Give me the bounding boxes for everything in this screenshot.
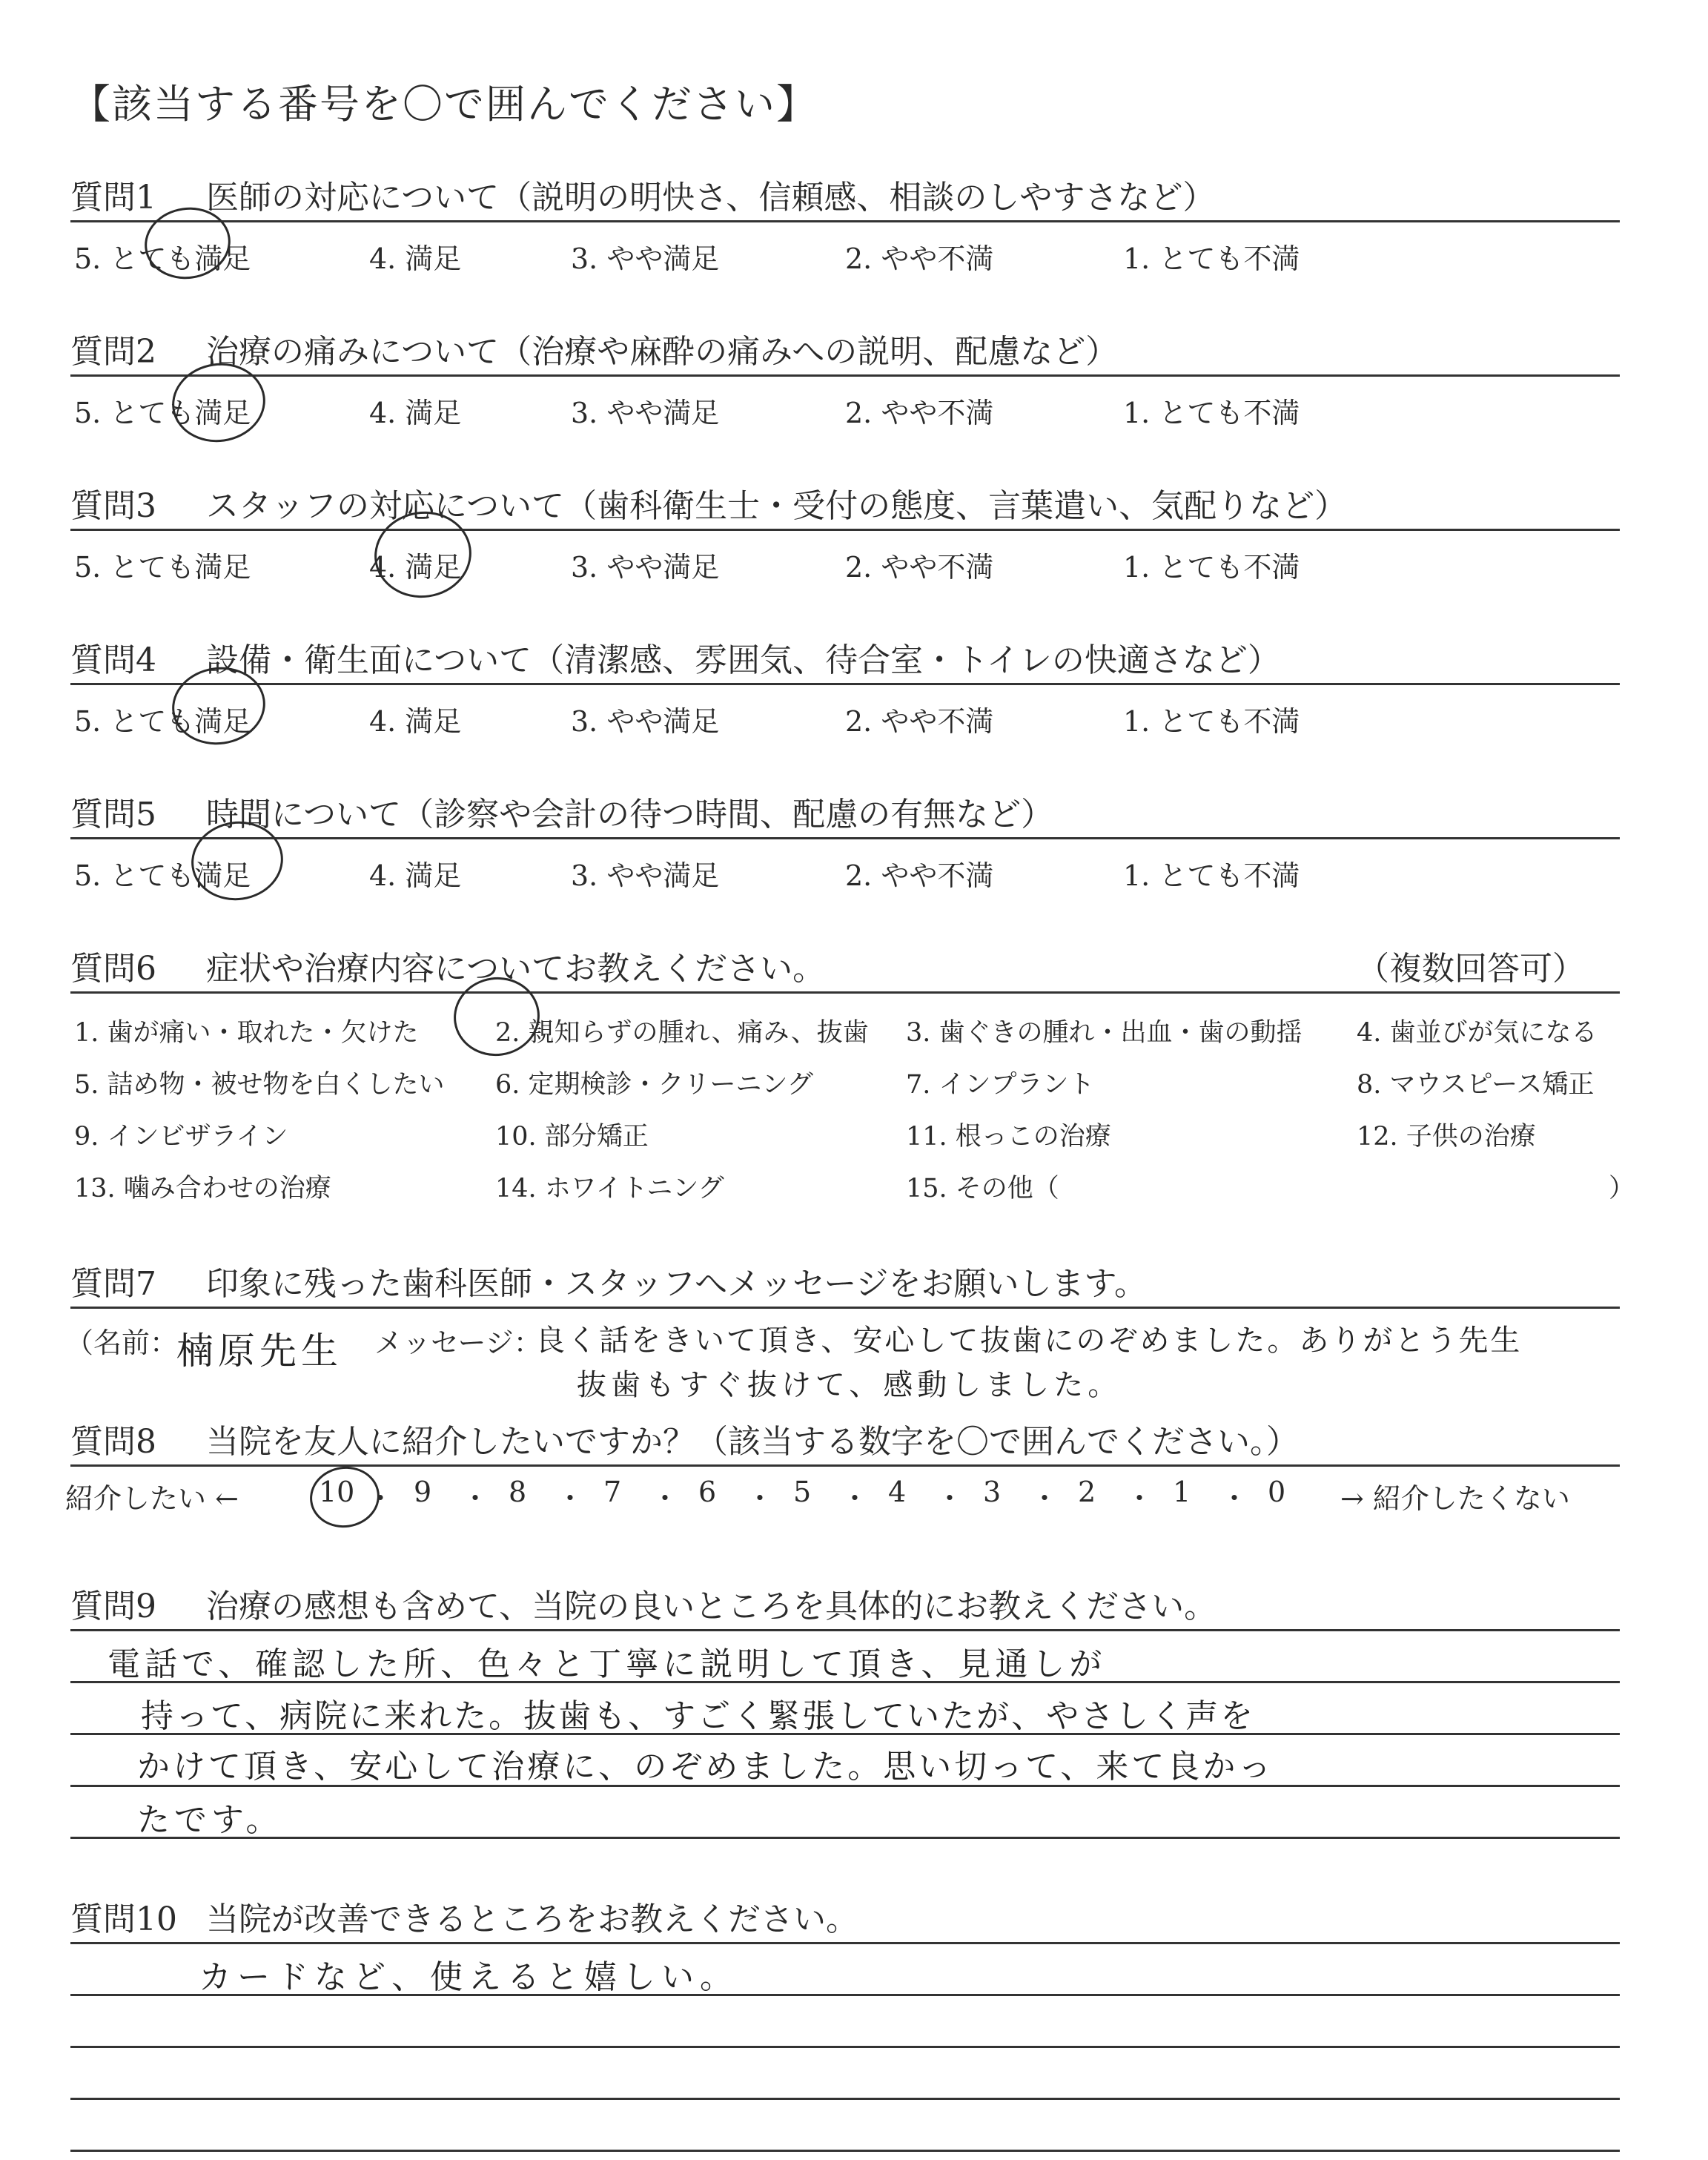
q8-selection-circle xyxy=(306,1462,383,1532)
q8-scale-value-10[interactable]: 10 xyxy=(319,1476,355,1508)
q8-scale-value-9[interactable]: 9 xyxy=(414,1476,432,1508)
q8-scale-value-8[interactable]: 8 xyxy=(509,1476,527,1508)
q6-option-9[interactable]: 9. インビザライン xyxy=(74,1122,288,1152)
q8-scale-value-1[interactable]: 1 xyxy=(1173,1476,1191,1508)
q8-scale-separator: ・ xyxy=(651,1482,680,1515)
question-2-text: 治療の痛みについて（治療や麻酔の痛みへの説明、配慮など） xyxy=(206,333,1119,371)
q2-option-2[interactable]: 2. やや不満 xyxy=(845,397,994,429)
question-7-label: 質問7 xyxy=(70,1265,156,1303)
q2-option-5[interactable]: 5. とても満足 xyxy=(74,397,251,429)
q7-name-value[interactable]: 楠原先生 xyxy=(176,1330,342,1373)
q2-option-4[interactable]: 4. 満足 xyxy=(369,397,462,429)
writing-line xyxy=(70,2046,1620,2048)
question-10-label: 質問10 xyxy=(70,1900,177,1938)
q7-message-line-1[interactable]: 良く話をきいて頂き、安心して抜歯にのぞめました。ありがとう先生 xyxy=(535,1324,1523,1358)
divider xyxy=(70,1629,1620,1631)
question-8-text: 当院を友人に紹介したいですか？（該当する数字を〇で囲んでください。） xyxy=(206,1423,1299,1461)
divider xyxy=(70,220,1620,222)
q1-option-3[interactable]: 3. やや満足 xyxy=(571,242,720,275)
divider xyxy=(70,1942,1620,1944)
q8-scale-value-0[interactable]: 0 xyxy=(1268,1476,1286,1508)
question-6-text: 症状や治療内容についてお教えください。 xyxy=(206,950,826,988)
writing-line xyxy=(70,2150,1620,2152)
q9-answer-line-3[interactable]: かけて頂き、安心して治療に、のぞめました。思い切って、来て良かっ xyxy=(137,1748,1274,1786)
question-2-label: 質問2 xyxy=(70,333,156,371)
question-9-label: 質問9 xyxy=(70,1588,156,1625)
q7-message-line-2[interactable]: 抜歯もすぐ抜けて、感動しました。 xyxy=(577,1368,1122,1402)
q7-message-label: メッセージ： xyxy=(374,1327,542,1359)
q1-option-1[interactable]: 1. とても不満 xyxy=(1123,242,1300,275)
question-5-label: 質問5 xyxy=(70,796,156,833)
q8-scale-value-2[interactable]: 2 xyxy=(1078,1476,1096,1508)
q4-option-1[interactable]: 1. とても不満 xyxy=(1123,705,1300,738)
q8-scale-separator: ・ xyxy=(366,1482,395,1515)
q6-option-7[interactable]: 7. インプラント xyxy=(906,1070,1095,1100)
question-5-text: 時間について（診察や会計の待つ時間、配慮の有無など） xyxy=(206,796,1054,833)
q6-option-1[interactable]: 1. 歯が痛い・取れた・欠けた xyxy=(74,1018,419,1048)
q5-option-3[interactable]: 3. やや満足 xyxy=(571,859,720,892)
q5-option-5[interactable]: 5. とても満足 xyxy=(74,859,251,892)
question-1-label: 質問1 xyxy=(70,179,156,217)
q3-option-3[interactable]: 3. やや満足 xyxy=(571,551,720,584)
divider xyxy=(70,374,1620,377)
q6-option-12[interactable]: 12. 子供の治療 xyxy=(1357,1122,1536,1152)
q6-option-13[interactable]: 13. 噛み合わせの治療 xyxy=(74,1174,331,1203)
q6-option-3[interactable]: 3. 歯ぐきの腫れ・出血・歯の動揺 xyxy=(906,1018,1302,1048)
q4-option-3[interactable]: 3. やや満足 xyxy=(571,705,720,738)
q2-option-3[interactable]: 3. やや満足 xyxy=(571,397,720,429)
q4-option-4[interactable]: 4. 満足 xyxy=(369,705,462,738)
q8-scale-value-6[interactable]: 6 xyxy=(698,1476,717,1508)
q8-scale-value-5[interactable]: 5 xyxy=(793,1476,812,1508)
question-6-label: 質問6 xyxy=(70,950,156,988)
divider xyxy=(70,1307,1620,1309)
q6-option-8[interactable]: 8. マウスピース矯正 xyxy=(1357,1070,1595,1100)
writing-line xyxy=(70,2098,1620,2100)
divider xyxy=(70,683,1620,685)
q1-option-5[interactable]: 5. とても満足 xyxy=(74,242,251,275)
q6-option-10[interactable]: 10. 部分矯正 xyxy=(495,1122,649,1152)
q8-scale-separator: ・ xyxy=(746,1482,775,1515)
question-6-note: （複数回答可） xyxy=(1357,950,1585,988)
q8-left-label: 紹介したい ← xyxy=(65,1482,239,1515)
question-10-text: 当院が改善できるところをお教えください。 xyxy=(206,1900,858,1938)
question-3-label: 質問3 xyxy=(70,487,156,525)
divider xyxy=(70,991,1620,994)
q7-name-label: （名前： xyxy=(65,1327,179,1359)
q6-option-4[interactable]: 4. 歯並びが気になる xyxy=(1357,1018,1598,1048)
q4-option-2[interactable]: 2. やや不満 xyxy=(845,705,994,738)
divider xyxy=(70,529,1620,531)
q1-option-2[interactable]: 2. やや不満 xyxy=(845,242,994,275)
q9-answer-line-4[interactable]: たです。 xyxy=(137,1801,283,1839)
q6-option-11[interactable]: 11. 根っこの治療 xyxy=(906,1122,1111,1152)
q8-scale-separator: ・ xyxy=(556,1482,585,1515)
q9-answer-line-2[interactable]: 持って、病院に来れた。抜歯も、すごく緊張していたが、やさしく声を xyxy=(141,1697,1256,1735)
q8-scale-separator: ・ xyxy=(1220,1482,1249,1515)
q8-scale-separator: ・ xyxy=(1030,1482,1059,1515)
q5-option-2[interactable]: 2. やや不満 xyxy=(845,859,994,892)
q6-option-6[interactable]: 6. 定期検診・クリーニング xyxy=(495,1070,813,1100)
q1-option-4[interactable]: 4. 満足 xyxy=(369,242,462,275)
question-4-text: 設備・衛生面について（清潔感、雰囲気、待合室・トイレの快適さなど） xyxy=(206,641,1280,679)
question-7-text: 印象に残った歯科医師・スタッフへメッセージをお願いします。 xyxy=(206,1265,1147,1303)
question-1-text: 医師の対応について（説明の明快さ、信頼感、相談のしやすさなど） xyxy=(206,179,1216,217)
question-8-label: 質問8 xyxy=(70,1423,156,1461)
q10-answer-line-1[interactable]: カードなど、使えると嬉しい。 xyxy=(199,1958,738,1996)
q6-option-2[interactable]: 2. 親知らずの腫れ、痛み、抜歯 xyxy=(495,1018,869,1048)
q8-scale-separator: ・ xyxy=(1125,1482,1154,1515)
q8-scale-value-7[interactable]: 7 xyxy=(603,1476,622,1508)
q3-option-2[interactable]: 2. やや不満 xyxy=(845,551,994,584)
q8-right-label: → 紹介したくない xyxy=(1340,1482,1570,1515)
q6-option-5[interactable]: 5. 詰め物・被せ物を白くしたい xyxy=(74,1070,445,1100)
q8-scale-separator: ・ xyxy=(461,1482,490,1515)
q3-option-4[interactable]: 4. 満足 xyxy=(369,551,462,584)
q8-scale-separator: ・ xyxy=(936,1482,964,1515)
q3-option-1[interactable]: 1. とても不満 xyxy=(1123,551,1300,584)
question-4-label: 質問4 xyxy=(70,641,156,679)
q3-option-5[interactable]: 5. とても満足 xyxy=(74,551,251,584)
q8-scale-value-4[interactable]: 4 xyxy=(888,1476,907,1508)
q6-option-15[interactable]: 15. その他（ xyxy=(906,1174,1059,1203)
q4-option-5[interactable]: 5. とても満足 xyxy=(74,705,251,738)
q6-option-14[interactable]: 14. ホワイトニング xyxy=(495,1174,724,1203)
q2-option-1[interactable]: 1. とても不満 xyxy=(1123,397,1300,429)
writing-line xyxy=(70,1837,1620,1839)
question-9-text: 治療の感想も含めて、当院の良いところを具体的にお教えください。 xyxy=(206,1588,1217,1625)
divider xyxy=(70,837,1620,839)
question-3-text: スタッフの対応について（歯科衛生士・受付の態度、言葉遣い、気配りなど） xyxy=(206,487,1348,525)
q9-answer-line-1[interactable]: 電話で、確認した所、色々と丁寧に説明して頂き、見通しが xyxy=(107,1645,1107,1683)
survey-header: 【該当する番号を〇で囲んでください】 xyxy=(70,81,818,128)
divider xyxy=(70,1464,1620,1467)
q5-option-4[interactable]: 4. 満足 xyxy=(369,859,462,892)
q8-scale-separator: ・ xyxy=(841,1482,870,1515)
q8-scale-value-3[interactable]: 3 xyxy=(983,1476,1002,1508)
q6-option-15-close: ） xyxy=(1609,1174,1635,1203)
q5-option-1[interactable]: 1. とても不満 xyxy=(1123,859,1300,892)
